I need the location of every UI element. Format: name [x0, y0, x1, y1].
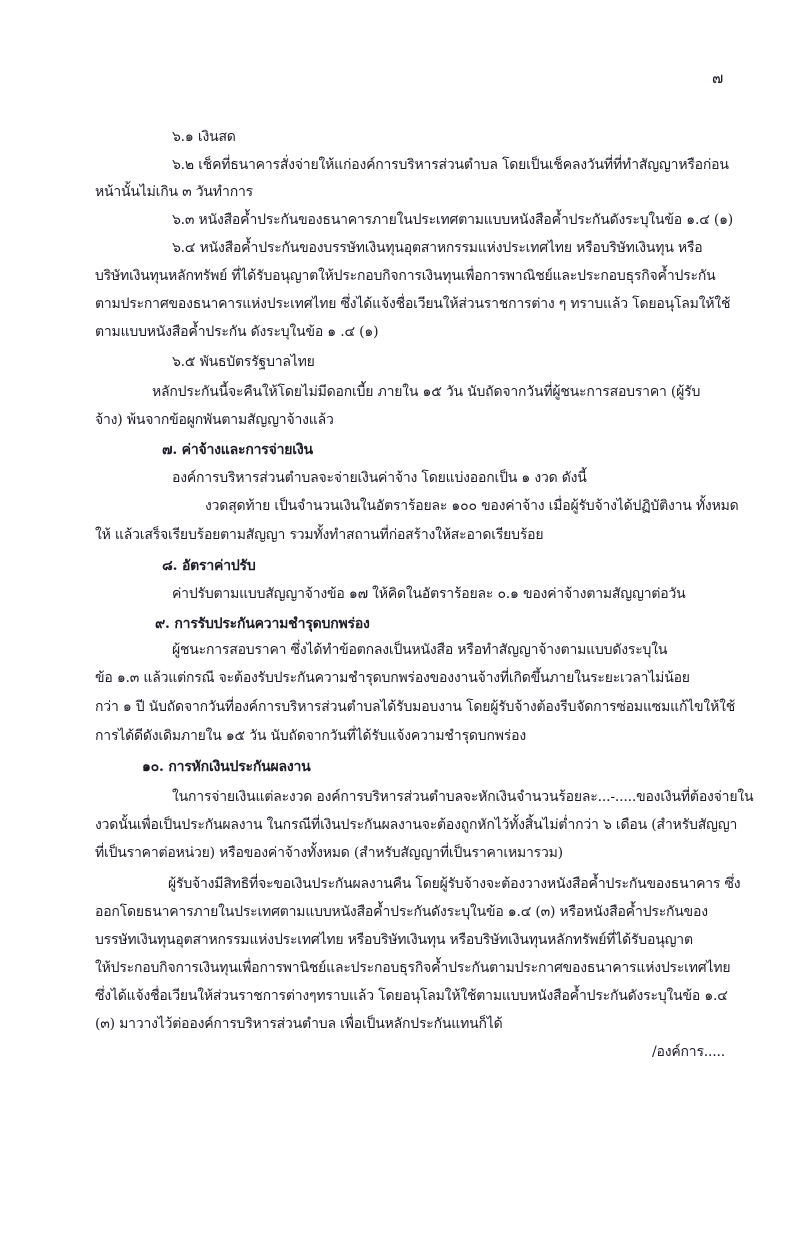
- section-8-para: ค่าปรับตามแบบสัญญาจ้างข้อ ๑๗ ให้คิดในอัตราร้อยละ ๐.๑ ของค่าจ้างตามสัญญาต่อวัน: [172, 586, 686, 602]
- section-10-para-2-line-3: บรรษัทเงินทุนอุตสาหกรรมแห่งประเทศไทย หรือบริษัทเงินทุน หรือบริษัทเงินทุนหลักทรัพย์ที่ได้รับอนุญาต: [95, 932, 693, 948]
- item-6-4-line-4: ตามแบบหนังสือค้ำประกัน ดังระบุในข้อ ๑ .๔ (๑): [95, 324, 379, 340]
- section-10-heading: ๑๐. การหักเงินประกันผลงาน: [142, 759, 311, 775]
- item-6-2-line-1: ๖.๒ เช็คที่ธนาคารสั่งจ่ายให้แก่องค์การบริหารส่วนตำบล โดยเป็นเช็คลงวันที่ที่ทำสัญญาหรือก่อน: [172, 157, 729, 173]
- section-10-para-2-line-2: ออกโดยธนาคารภายในประเทศตามแบบหนังสือค้ำประกันดังระบุในข้อ ๑.๔ (๓) หรือหนังสือค้ำประกันของ: [95, 904, 708, 920]
- section-9-line-1: ผู้ชนะการสอบราคา ซึ่งได้ทำข้อตกลงเป็นหนังสือ หรือทำสัญญาจ้างตามแบบดังระบุใน: [172, 642, 668, 658]
- section-10-para-2-line-6: (๓) มาวางไว้ต่อองค์การบริหารส่วนตำบล เพื่อเป็นหลักประกันแทนก็ได้: [95, 1016, 503, 1032]
- section-10-para-1-line-2: งวดนั้นเพื่อเป็นประกันผลงาน ในกรณีที่เงินประกันผลงานจะต้องถูกหักไว้ทั้งสิ้นไม่ต่ำกว่า ๖ เดือน (สำหรับสัญญา: [95, 817, 738, 833]
- item-6-5: ๖.๕ พันธบัตรรัฐบาลไทย: [172, 354, 315, 370]
- section-9-line-4: การได้ดีดังเดิมภายใน ๑๕ วัน นับถัดจากวันที่ได้รับแจ้งความชำรุดบกพร่อง: [95, 728, 526, 744]
- section-9-heading: ๙. การรับประกันความชำรุดบกพร่อง: [155, 616, 370, 632]
- page-number: ๗: [712, 69, 724, 87]
- section-7-para-2-line-1: งวดสุดท้าย เป็นจำนวนเงินในอัตราร้อยละ ๑๐๐ ของค่าจ้าง เมื่อผู้รับจ้างได้ปฏิบัติงาน ทั้งหมด: [205, 498, 739, 514]
- item-6-1: ๖.๑ เงินสด: [172, 129, 236, 145]
- continuation-marker: /องค์การ.....: [652, 1044, 726, 1060]
- section-10-para-2-line-4: ให้ประกอบกิจการเงินทุนเพื่อการพานิชย์และประกอบธุรกิจค้ำประกันตามประกาศของธนาคารแห่งประเทศไทย: [95, 960, 731, 976]
- section-8-heading: ๘. อัตราค่าปรับ: [162, 558, 256, 574]
- guarantee-return-line-1: หลักประกันนี้จะคืนให้โดยไม่มีดอกเบี้ย ภายใน ๑๕ วัน นับถัดจากวันที่ผู้ชนะการสอบราคา (ผู้รับ: [152, 384, 701, 400]
- section-7-heading: ๗. ค่าจ้างและการจ่ายเงิน: [162, 442, 313, 458]
- item-6-2-line-2: หน้านั้นไม่เกิน ๓ วันทำการ: [95, 184, 253, 200]
- section-7-para-1: องค์การบริหารส่วนตำบลจะจ่ายเงินค่าจ้าง โดยแบ่งออกเป็น ๑ งวด ดังนี้: [172, 470, 587, 486]
- guarantee-return-line-2: จ้าง) พ้นจากข้อผูกพันตามสัญญาจ้างแล้ว: [95, 412, 334, 428]
- section-9-line-2: ข้อ ๑.๓ แล้วแต่กรณี จะต้องรับประกันความชำรุดบกพร่องของงานจ้างที่เกิดขึ้นภายในระยะเวลาไม่น้อย: [95, 670, 690, 686]
- section-10-para-2-line-5: ซึ่งได้แจ้งชื่อเวียนให้ส่วนราชการต่างๆทราบแล้ว โดยอนุโลมให้ใช้ตามแบบหนังสือค้ำประกันดังระบุในข้อ ๑.๔: [95, 988, 728, 1004]
- item-6-4-line-3: ตามประกาศของธนาคารแห่งประเทศไทย ซึ่งได้แจ้งชื่อเวียนให้ส่วนราชการต่าง ๆ ทราบแล้ว โดยอนุโลมให้ใช้: [95, 296, 731, 312]
- section-10-para-1-line-3: ที่เป็นราคาต่อหน่วย) หรือของค่าจ้างทั้งหมด (สำหรับสัญญาที่เป็นราคาเหมารวม): [95, 845, 563, 861]
- section-7-para-2-line-2: ให้ แล้วเสร็จเรียบร้อยตามสัญญา รวมทั้งทำสถานที่ก่อสร้างให้สะอาดเรียบร้อย: [95, 527, 544, 543]
- section-10-para-1-line-1: ในการจ่ายเงินแต่ละงวด องค์การบริหารส่วนตำบลจะหักเงินจำนวนร้อยละ...-.....ของเงินที่ต้องจ่ายใน: [172, 789, 754, 805]
- item-6-3: ๖.๓ หนังสือค้ำประกันของธนาคารภายในประเทศตามแบบหนังสือค้ำประกันดังระบุในข้อ ๑.๔ (๑): [172, 212, 734, 228]
- item-6-4-line-1: ๖.๔ หนังสือค้ำประกันของบรรษัทเงินทุนอุตสาหกรรมแห่งประเทศไทย หรือบริษัทเงินทุน หรือ: [172, 240, 703, 256]
- section-10-para-2-line-1: ผู้รับจ้างมีสิทธิที่จะขอเงินประกันผลงานคืน โดยผู้รับจ้างจะต้องวางหนังสือค้ำประกันของธนาคาร ซึ่ง: [168, 876, 741, 892]
- section-9-line-3: กว่า ๑ ปี นับถัดจากวันที่องค์การบริหารส่วนตำบลได้รับมอบงาน โดยผู้รับจ้างต้องรีบจัดการซ่อมแซมแก้ไขให้ใช้: [95, 699, 736, 715]
- item-6-4-line-2: บริษัทเงินทุนหลักทรัพย์ ที่ได้รับอนุญาตให้ประกอบกิจการเงินทุนเพื่อการพาณิชย์และประกอบธุรกิจค้ำประกัน: [95, 268, 716, 284]
